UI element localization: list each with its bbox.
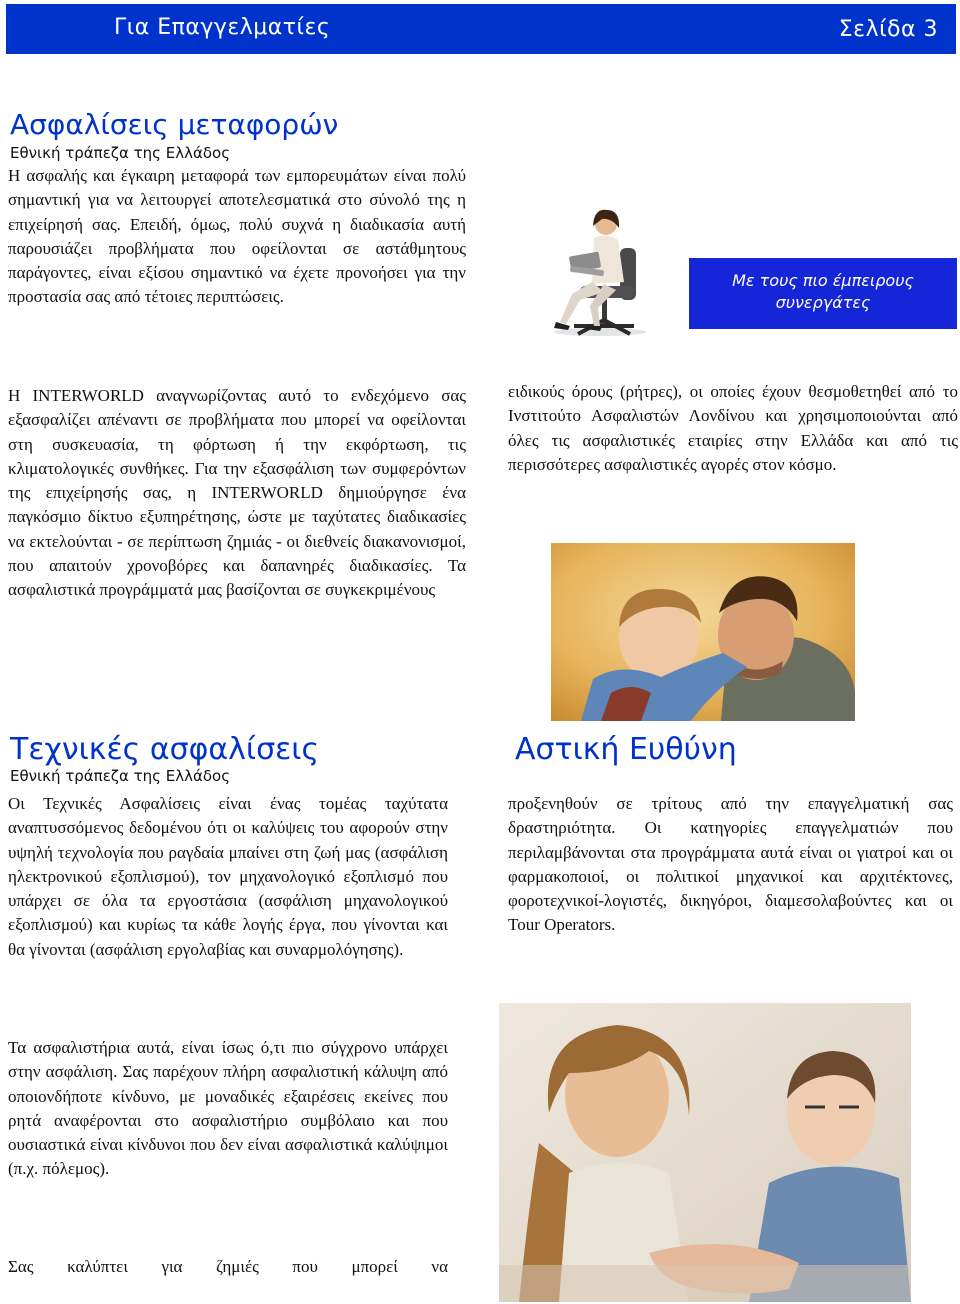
transport-paragraph-1: Η ασφαλής και έγκαιρη μεταφορά των εμπορευμάτων είναι πολύ σημαντική για να λειτουργεί αποτελεσματικά στο σύνολό της η επιχείρησή σας. Επειδή, όμως, πολύ συχνά η διαδικασία αυτή παρουσιάζει προβλήματα που οφείλονται σε αστάθμητους παράγοντες, είναι εξίσου σημαντικό να έχετε προνοήσει για την προστασία σας από τέτοιες περιπτώσεις.: [8, 166, 466, 307]
technical-subtitle: Εθνική τράπεζα της Ελλάδος: [10, 767, 231, 785]
callout-box: [689, 258, 957, 329]
civil-liability-paragraph: προξενηθούν σε τρίτους από την επαγγελματική σας δραστηριότητα. Οι κατηγορίες επαγγελματιών που περιλαμβάνονται στα προγράμματα αυτά είναι οι γιατροί και οι φαρμακοποιοί, οι πολιτικοί μηχανικοί και αρχιτέκτονες, φοροτεχνικοί-λογιστές, δικηγόροι, διαμεσολαβούντες και οι Tour Operators.: [508, 794, 953, 935]
technical-paragraph-2: Τα ασφαλιστήρια αυτά, είναι ίσως ό,τι πιο σύγχρονο υπάρχει στην ασφάλιση. Σας παρέχουν πλήρη ασφαλιστική κάλυψη από οποιονδήποτε κίνδυνο, με μοναδικές εξαιρέσεις εκείνες που ρητά αναφέρονται στο ασφαλιστήριο συμβόλαιο και που ουσιαστικά είναι κίνδυνοι που δεν είναι ασφαλιστικά καλύψιμοι (π.χ. πόλεμος).: [8, 1038, 448, 1179]
transport-paragraph-2: Η INTERWORLD αναγνωρίζοντας αυτό το ενδεχόμενο σας εξασφαλίζει απέναντι σε προβλήματα που μπορεί να οφείλονται στη συσκευασία, τη φόρτωση ή την εκφόρτωση, τις κλιματολογικές συνθήκες. Για την εξασφάλιση των συμφερόντων της επιχείρησής σας, η INTERWORLD δημιούργησε ένα παγκόσμιο δίκτυο εξυπηρέτησης, ώστε με ταχύτατες διαδικασίες να εκτελούνται - σε περίπτωση ζημιάς - οι διεθνείς διακανονισμοί, που απαιτούν χρονοβόρες και δαπανηρές διαδικασίες. Τα ασφαλιστικά προγράμματά μας βασίζονται σε συγκεκριμένους: [8, 386, 466, 600]
transport-title: Ασφαλίσεις μεταφορών: [10, 108, 339, 141]
transport-subtitle: Εθνική τράπεζα της Ελλάδος: [10, 144, 231, 162]
technical-title: Τεχνικές ασφαλίσεις: [10, 732, 320, 767]
handshake-photo: [499, 1003, 911, 1302]
callout-line-1: Με τους πιο έμπειρους: [732, 271, 914, 290]
civil-liability-title: Αστική Ευθύνη: [515, 732, 737, 767]
transport-paragraph-3: ειδικούς όρους (ρήτρες), οι οποίες έχουν θεσμοθετηθεί από το Ινστιτούτο Ασφαλιστών Λονδίνου και χρησιμοποιούνται από όλες τις ασφαλιστικές εταιρίες στην Ελλάδα και από τις περισσότερες ασφαλιστικές αγορές στον κόσμο.: [508, 382, 958, 474]
businesswoman-laptop-photo: [508, 186, 668, 340]
page-header: [6, 4, 956, 54]
page-number: Σελίδα 3: [838, 17, 938, 42]
father-son-photo: [551, 543, 855, 721]
technical-paragraph-3: Σας καλύπτει για ζημιές που μπορεί να: [8, 1257, 448, 1276]
technical-paragraph-1: Οι Τεχνικές Ασφαλίσεις είναι ένας τομέας ταχύτατα αναπτυσσόμενος δεδομένου ότι οι καλύψεις του αφορούν στην υψηλή τεχνολογία που ραγδαία μπαίνει στη ζωή μας (ασφάλιση ηλεκτρονικού εξοπλισμού), τον μηχανολογικό εξοπλισμό που υπάρχει σε όλα τα εργοστάσια (ασφάλιση μηχανολογικού εξοπλισμού) και κυρίως τα κάθε λογής έργα, που γίνονται και θα γίνονται (ασφάλιση εργολαβίας και συναρμολόγησης).: [8, 794, 448, 959]
header-title: Για Επαγγελματίες: [114, 15, 331, 40]
callout-line-2: συνεργάτες: [775, 293, 871, 312]
